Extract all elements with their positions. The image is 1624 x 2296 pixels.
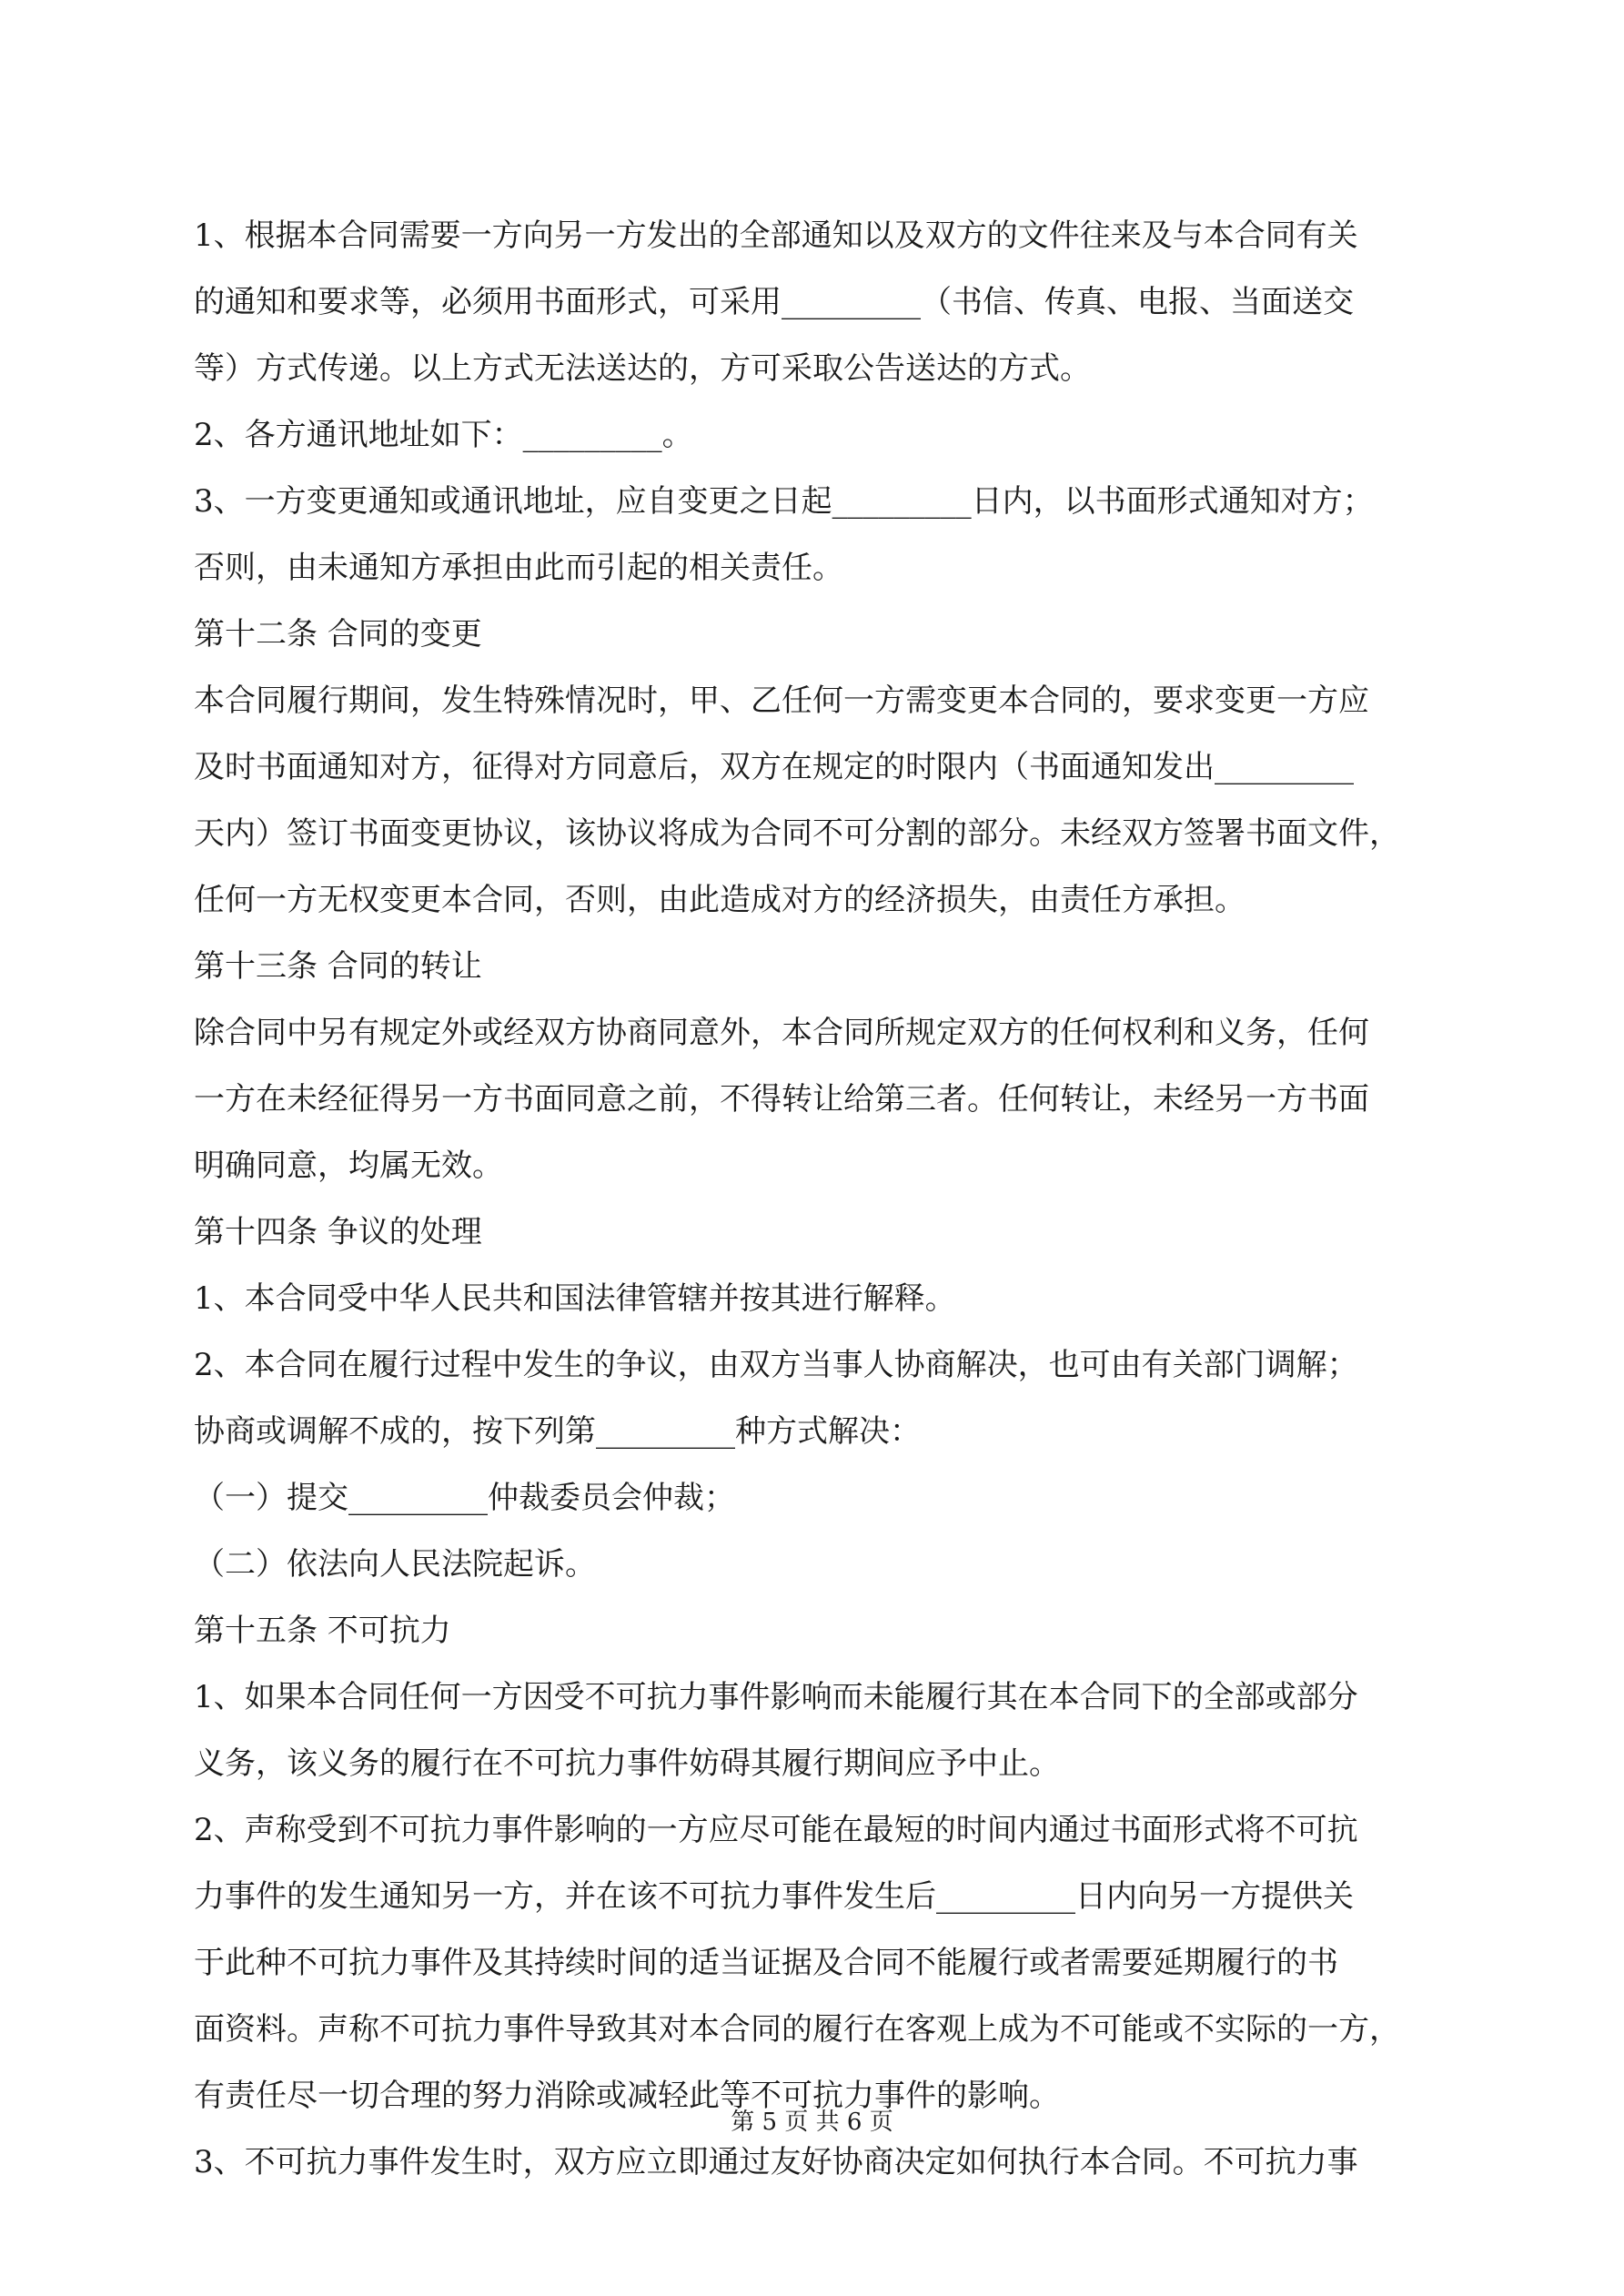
text-line: 有责任尽一切合理的努力消除或减轻此等不可抗力事件的影响。 [194, 2078, 1060, 2114]
text-line: （一）提交_________仲裁委员会仲裁； [194, 1480, 735, 1516]
text-line: 一方在未经征得另一方书面同意之前，不得转让给第三者。任何转让，未经另一方书面 [194, 1081, 1369, 1118]
page-footer: 第 5 页 共 6 页 [731, 2109, 893, 2136]
text-line: 及时书面通知对方，征得对方同意后，双方在规定的时限内（书面通知发出_________ [194, 749, 1354, 785]
text-line: 义务，该义务的履行在不可抗力事件妨碍其履行期间应予中止。 [194, 1745, 1060, 1782]
text-line: 力事件的发生通知另一方，并在该不可抗力事件发生后_________日内向另一方提供关 [194, 1878, 1354, 1915]
text-line: 1、根据本合同需要一方向另一方发出的全部通知以及双方的文件往来及与本合同有关 [194, 217, 1358, 254]
text-line: 天内）签订书面变更协议，该协议将成为合同不可分割的部分。未经双方签署书面文件， [194, 815, 1400, 852]
text-line: 2、声称受到不可抗力事件影响的一方应尽可能在最短的时间内通过书面形式将不可抗 [194, 1812, 1358, 1848]
text-line: 1、如果本合同任何一方因受不可抗力事件影响而未能履行其在本合同下的全部或部分 [194, 1679, 1358, 1715]
text-line: 于此种不可抗力事件及其持续时间的适当证据及合同不能履行或者需要延期履行的书 [194, 1945, 1338, 1981]
text-line: 协商或调解不成的，按下列第_________种方式解决： [194, 1413, 921, 1450]
section-heading: 第十四条 争议的处理 [194, 1214, 482, 1250]
text-line: 等）方式传递。以上方式无法送达的，方可采取公告送达的方式。 [194, 350, 1091, 387]
text-line: 3、一方变更通知或通讯地址，应自变更之日起_________日内，以书面形式通知对方； [194, 483, 1374, 520]
section-heading: 第十二条 合同的变更 [194, 616, 482, 652]
text-line: 任何一方无权变更本合同，否则，由此造成对方的经济损失，由责任方承担。 [194, 882, 1246, 918]
text-line: 明确同意，均属无效。 [194, 1148, 503, 1184]
text-line: 面资料。声称不可抗力事件导致其对本合同的履行在客观上成为不可能或不实际的一方， [194, 2011, 1400, 2048]
text-line: 3、不可抗力事件发生时，双方应立即通过友好协商决定如何执行本合同。不可抗力事 [194, 2144, 1358, 2180]
text-line: 2、本合同在履行过程中发生的争议，由双方当事人协商解决，也可由有关部门调解； [194, 1347, 1358, 1383]
text-line: 的通知和要求等，必须用书面形式，可采用_________（书信、传真、电报、当面送交 [194, 284, 1354, 320]
text-line: 否则，由未通知方承担由此而引起的相关责任。 [194, 550, 843, 586]
section-heading: 第十五条 不可抗力 [194, 1613, 451, 1649]
text-line: 本合同履行期间，发生特殊情况时，甲、乙任何一方需变更本合同的，要求变更一方应 [194, 683, 1369, 719]
text-line: （二）依法向人民法院起诉。 [194, 1546, 596, 1583]
text-line: 除合同中另有规定外或经双方协商同意外，本合同所规定双方的任何权利和义务，任何 [194, 1015, 1369, 1051]
text-line: 1、本合同受中华人民共和国法律管辖并按其进行解释。 [194, 1280, 956, 1317]
section-heading: 第十三条 合同的转让 [194, 948, 482, 985]
document-body [194, 203, 1442, 2196]
text-line: 2、各方通讯地址如下：_________。 [194, 417, 693, 453]
